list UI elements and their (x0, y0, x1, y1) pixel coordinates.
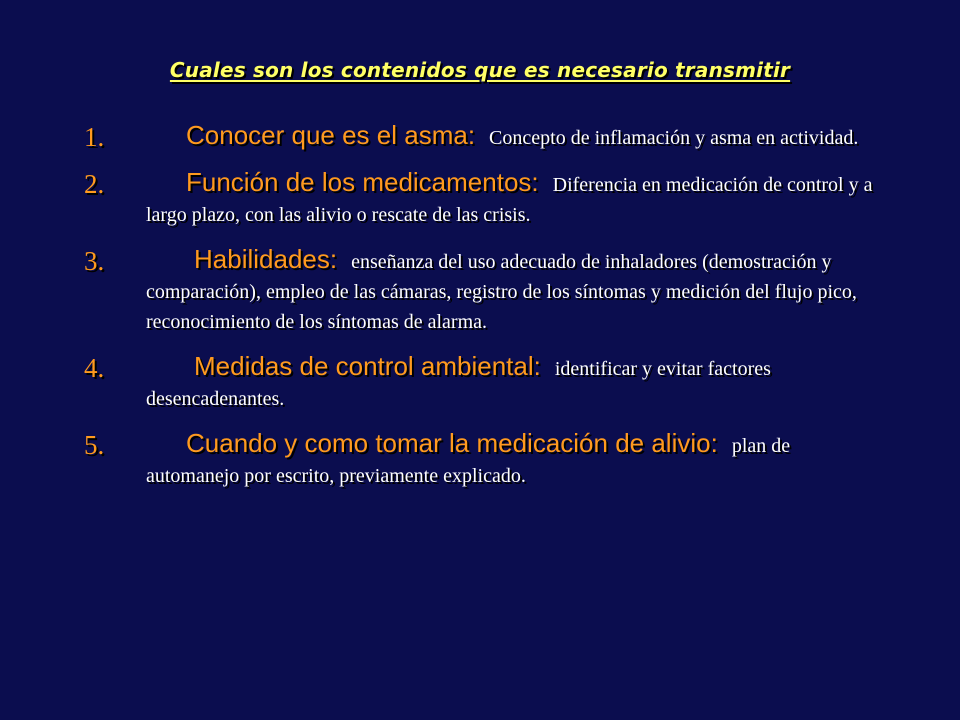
item-number: 4. (84, 353, 105, 383)
item-description-rest: de automanejo por escrito, previamente explicado. (146, 435, 791, 487)
item-body (146, 426, 874, 491)
item-body (146, 118, 874, 153)
item-body (146, 165, 874, 230)
item-heading: Función de los medicamentos: (186, 167, 539, 197)
list-item-2 (84, 165, 874, 230)
item-number: 3. (84, 246, 105, 276)
item-description-start: Diferencia en medicación (552, 174, 759, 196)
list-item-5 (84, 426, 874, 491)
content-list (84, 118, 874, 503)
list-item-1 (84, 118, 874, 153)
item-description-start: identificar y evitar (554, 358, 703, 380)
list-item-4 (84, 349, 874, 414)
item-description-rest: (demostración y comparación), empleo de las cámaras, registro de los síntomas y medición del flujo pico, reconocimiento de los síntomas de alarma. (146, 251, 857, 333)
item-description-rest: factores desencadenantes. (146, 358, 771, 410)
slide-title: Cuales son los contenidos que es necesario transmitir (169, 58, 791, 82)
item-body (146, 242, 874, 337)
item-description-start: enseñanza del uso adecuado de inhaladores (351, 251, 698, 273)
item-description-rest: en actividad. (756, 127, 859, 149)
item-number: 2. (84, 169, 105, 199)
item-description-start: Concepto de inflamación y asma (489, 127, 752, 149)
item-heading: Medidas de control ambiental: (194, 351, 541, 381)
item-heading: Conocer que es el asma: (186, 120, 476, 150)
item-heading: Habilidades: (194, 244, 338, 274)
item-heading: Cuando y como tomar la medicación de alivio: (186, 428, 718, 458)
item-number: 1. (84, 122, 105, 152)
list-item-3 (84, 242, 874, 337)
item-body (146, 349, 874, 414)
item-description-rest: de control y a largo plazo, con las alivio o rescate de las crisis. (146, 174, 873, 226)
item-number: 5. (84, 430, 105, 460)
item-description-start: plan (731, 435, 767, 457)
